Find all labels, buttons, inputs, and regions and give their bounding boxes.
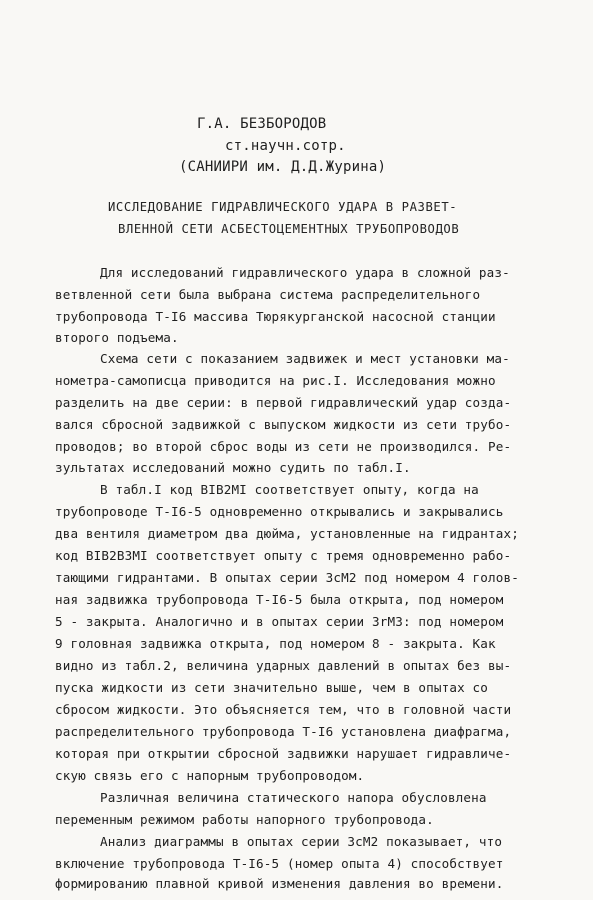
body-line: второго подъема.	[55, 330, 179, 345]
body-line: Схема сети с показанием задвижек и мест установки ма-	[100, 351, 510, 366]
body-line: Для исследований гидравлического удара в сложной раз-	[100, 265, 510, 280]
body-line: 9 головная задвижка открыта, под номером 8 - закрыта. Как	[55, 636, 496, 651]
author-name: Г.А. БЕЗБОРОДОВ	[197, 116, 327, 132]
body-line: вался сбросной задвижкой с выпуском жидкости из сети трубо-	[55, 417, 512, 432]
body-line: переменным режимом работы напорного трубопровода.	[55, 812, 434, 827]
article-title-line-2: ВЛЕННОЙ СЕТИ АСБЕСТОЦЕМЕНТНЫХ ТРУБОПРОВОДОВ	[118, 222, 460, 236]
body-line: разделить на две серии: в первой гидравлический удар созда-	[55, 395, 512, 410]
article-title-line-1: ИССЛЕДОВАНИЕ ГИДРАВЛИЧЕСКОГО УДАРА В РАЗВЕТ-	[108, 200, 458, 214]
body-line: ветвленной сети была выбрана система распределительного	[55, 287, 481, 302]
body-line: Различная величина статического напора обусловлена	[100, 790, 487, 805]
body-line: код BIB2B3MI соответствует опыту с тремя одновременно рабо-	[55, 548, 512, 563]
body-line: сбросом жидкости. Это объясняется тем, что в головной части	[55, 702, 512, 717]
body-line: тающими гидрантами. В опытах серии 3cM2 под номером 4 голов-	[55, 570, 519, 585]
body-line: которая при открытии сбросной задвижки нарушает гидравличе-	[55, 746, 512, 761]
body-line: включение трубопровода Т-I6-5 (номер опыта 4) способствует	[55, 856, 504, 871]
body-line: ная задвижка трубопровода Т-I6-5 была открыта, под номером	[55, 592, 504, 607]
body-line: два вентиля диаметром два дюйма, установленные на гидрантах;	[55, 526, 519, 541]
body-line: проводов; во второй сброс воды из сети не производился. Ре-	[55, 439, 512, 454]
body-line: пуска жидкости из сети значительно выше, чем в опытах со	[55, 680, 488, 695]
author-institution: (САНИИРИ им. Д.Д.Журина)	[179, 159, 387, 175]
body-line: Анализ диаграммы в опытах серии 3cM2 показывает, что	[100, 834, 503, 849]
body-line: видно из табл.2, величина ударных давлений в опытах без вы-	[55, 658, 512, 673]
body-line: трубопровода Т-I6 массива Тюрякурганской насосной станции	[55, 309, 496, 324]
body-line: В табл.I код BIB2MI соответствует опыту, когда на	[100, 482, 479, 497]
body-line: скую связь его с напорным трубопроводом.	[55, 768, 365, 783]
author-position: ст.научн.сотр.	[225, 138, 346, 154]
body-line: зультатах исследований можно судить по табл.I.	[55, 460, 411, 475]
body-line: нометра-самописца приводится на рис.I. Исследования можно	[55, 373, 496, 388]
body-line: трубопроводе Т-I6-5 одновременно открывались и закрывались	[55, 504, 504, 519]
body-line: 5 - закрыта. Аналогично и в опытах серии 3rM3: под номером	[55, 614, 504, 629]
body-line: формированию плавной кривой изменения давления во времени.	[55, 876, 504, 891]
body-line: распределительного трубопровода Т-I6 установлена диафрагма,	[55, 724, 512, 739]
